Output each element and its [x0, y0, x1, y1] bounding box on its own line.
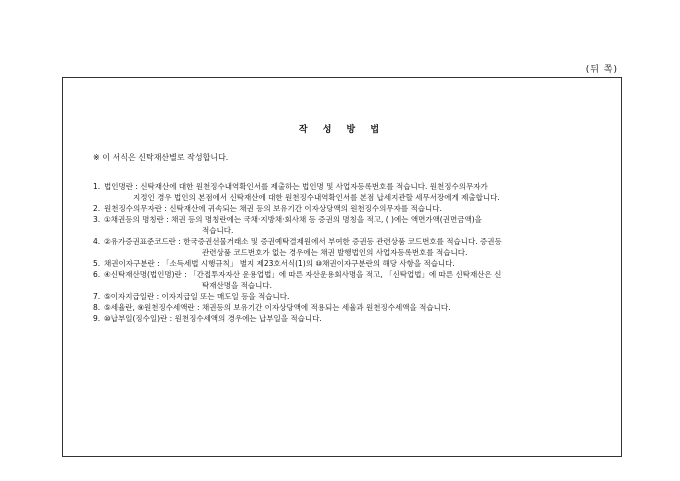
item-number: 6.: [93, 270, 101, 279]
item-text: ②유가증권표준코드란 : 한국증권선물거래소 및 증권예탁결제원에서 부여한 증권등 관련상품 코드번호를 적습니다. 증권등: [104, 237, 502, 246]
item-number: 5.: [93, 259, 101, 268]
list-item: [93, 291, 613, 302]
item-number: 1.: [93, 182, 101, 191]
list-item: [93, 236, 613, 258]
item-text: 법인명란 : 신탁재산에 대한 원천징수내역확인서를 제출하는 법인명 및 사업자등록번호를 적습니다. 원천징수의무자가: [104, 182, 488, 191]
item-text-continued: 탁재산명을 적습니다.: [202, 281, 272, 290]
item-text: ⑩납부일(징수일)란 : 원천징수세액의 경우에는 납부일을 적습니다.: [104, 314, 322, 323]
list-item: [93, 258, 613, 269]
list-item: [93, 302, 613, 313]
item-number: 4.: [93, 237, 101, 246]
instructions-note: ※ 이 서식은 신탁재산별로 작성합니다.: [93, 153, 229, 162]
item-text-continued: 지정인 경우 법인의 본점에서 신탁재산에 대한 원천징수내역확인서를 본점 납세지관할 세무서장에게 제출합니다.: [133, 193, 500, 202]
item-number: 8.: [93, 303, 101, 312]
instructions-title: 작 성 방 법: [298, 125, 386, 135]
item-text: 채권이자구분란 : 「소득세법 시행규칙」 별지 제23호서식(1)의 ⑩채권이자구분란의 해당 사항을 적습니다.: [104, 259, 455, 268]
item-text: ⑤이자지급일란 : 이자지급일 또는 매도일 등을 적습니다.: [104, 292, 290, 301]
list-item: [93, 203, 613, 214]
list-item: [93, 214, 613, 236]
list-item: [93, 181, 613, 203]
item-number: 2.: [93, 204, 101, 213]
item-text: ①채권등의 명칭란 : 채권 등의 명칭란에는 국채·지방채·회사채 등 증권의 명칭을 적고, ( )에는 액면가액(권면금액)을: [104, 215, 482, 224]
page-side-label: (뒤 쪽): [585, 65, 618, 75]
item-text-continued: 관련상품 코드번호가 없는 경우에는 채권 발행법인의 사업자등록번호를 적습니다.: [202, 248, 468, 257]
list-item: [93, 313, 613, 324]
item-text: ④신탁재산명(법인명)란 : 「간접투자자산 운용업법」에 따른 자산운용회사명을 적고, 「신탁업법」에 따른 신탁재산은 신: [104, 270, 502, 279]
item-text: ⑤세율란, ⑨원천징수세액란 : 채권등의 보유기간 이자상당액에 적용되는 세율과 원천징수세액을 적습니다.: [104, 303, 451, 312]
item-number: 7.: [93, 292, 101, 301]
item-text: 원천징수의무자란 : 신탁재산에 귀속되는 채권 등의 보유기간 이자상당액의 원천징수의무자를 적습니다.: [104, 204, 442, 213]
item-number: 3.: [93, 215, 101, 224]
instructions-box: [62, 77, 622, 457]
item-number: 9.: [93, 314, 101, 323]
item-text-continued: 적습니다.: [202, 226, 234, 235]
instructions-list: [93, 181, 613, 324]
list-item: [93, 269, 613, 291]
